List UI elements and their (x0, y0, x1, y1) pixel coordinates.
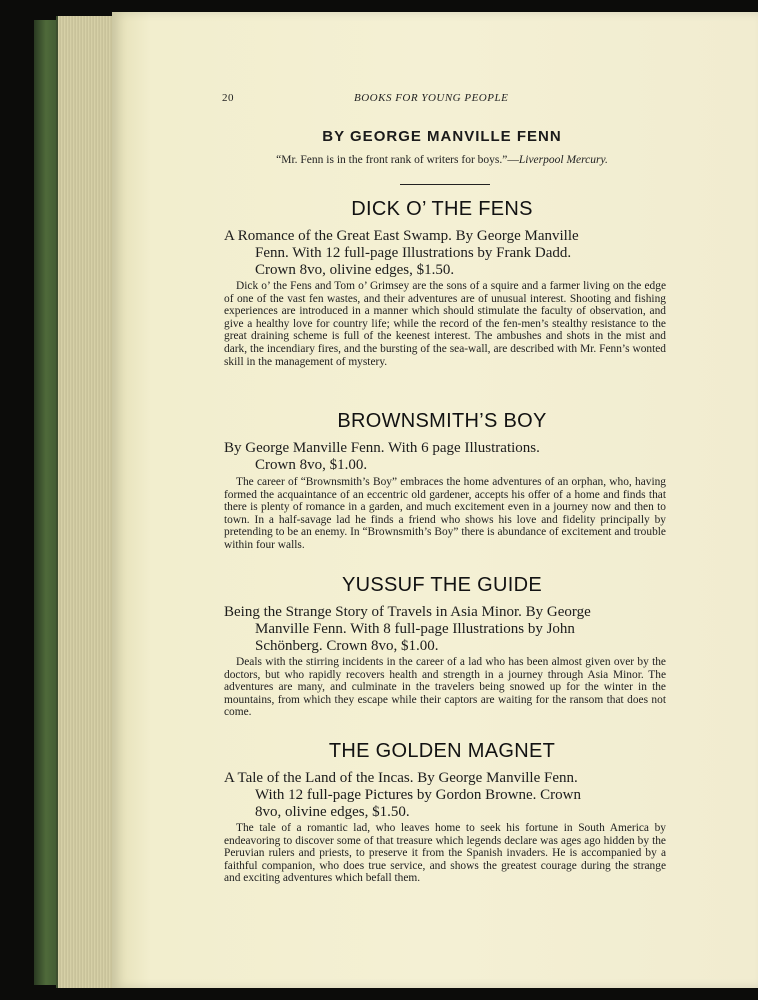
quote-text: “Mr. Fenn is in the front rank of writers for boys.”— (276, 154, 519, 166)
book-info-line: By George Manville Fenn. With 6 page Illustrations. (224, 440, 540, 456)
book-description: The tale of a romantic lad, who leaves home to seek his fortune in South America by endeavoring to discover some of that treasure which legends declare was ages ago hidden by the Peruvian rulers and priests, to preserve it from the Spanish invaders. He is accompanied by a faithful companion, who does true service, and shows the greatest courage during the strange and exciting adventures which befall them. (224, 822, 666, 885)
book-info-line: With 12 full-page Pictures by Gordon Browne. Crown (255, 787, 582, 803)
author-heading: BY GEORGE MANVILLE FENN (322, 128, 562, 145)
book-info-line: Schönberg. Crown 8vo, $1.00. (255, 638, 439, 654)
book-title: DICK O’ THE FENS (351, 198, 533, 220)
book-title: YUSSUF THE GUIDE (341, 574, 542, 596)
book-info-line: Fenn. With 12 full-page Illustrations by Frank Dadd. (255, 245, 572, 261)
book-description: The career of “Brownsmith’s Boy” embraces the home adventures of an orphan, who, having formed the acquaintance of an eccentric old gardener, accepts his offer of a home and finds that there is plenty of romance in a garden, and much excitement even in a journey now and then to town. In a half-savage lad he finds a friend who shows his love and fidelity principally by pretending to be an enemy. In “Brownsmith’s Boy” there is abundance of excitement and trouble within four walls. (224, 476, 666, 551)
book-info-line: Manville Fenn. With 8 full-page Illustrations by John (255, 621, 575, 637)
running-head (222, 92, 662, 108)
page-number: 20 (222, 92, 234, 104)
book-info-line: Being the Strange Story of Travels in Asia Minor. By George (224, 604, 591, 620)
book-info-line: Crown 8vo, olivine edges, $1.50. (255, 262, 455, 278)
quote-source: Liverpool Mercury. (518, 154, 608, 166)
book-info-line: A Tale of the Land of the Incas. By George Manville Fenn. (224, 770, 578, 786)
book-title: BROWNSMITH’S BOY (337, 410, 547, 432)
page-edges (56, 16, 118, 988)
book-info (224, 440, 666, 474)
book-info-line: 8vo, olivine edges, $1.50. (255, 804, 410, 820)
section-divider (400, 184, 490, 185)
book-info (224, 770, 666, 821)
book-info (224, 228, 666, 279)
book-description: Deals with the stirring incidents in the career of a lad who has been almost given over by the doctors, but who rapidly recovers health and strength in a journey through Asia Minor. The adventures are many, and culminate in the travelers being snowed up for the winter in the mountains, from which they escape while their captors are waiting for the ransom that does not come. (224, 656, 666, 719)
book-title: THE GOLDEN MAGNET (328, 740, 556, 762)
book-info-line: Crown 8vo, $1.00. (255, 457, 368, 473)
book-info-line: A Romance of the Great East Swamp. By George Manville (224, 228, 579, 244)
book-info (224, 604, 666, 655)
running-title: BOOKS FOR YOUNG PEOPLE (354, 92, 509, 104)
author-quote (222, 154, 662, 166)
book-description: Dick o’ the Fens and Tom o’ Grimsey are the sons of a squire and a farmer living on the edge of one of the vast fen wastes, and their adventures are of unusual interest. Shooting and fishing experiences are introduced in a manner which should stimulate the faculty of observation, and give a healthy love for country life; while the record of the fen-men’s stealthy resistance to the great draining scheme is full of the keenest interest. The ambushes and shots in the mist and dark, the incendiary fires, and the bursting of the sea-wall, are described with Mr. Fenn’s wonted skill in the management of mystery. (224, 280, 666, 368)
